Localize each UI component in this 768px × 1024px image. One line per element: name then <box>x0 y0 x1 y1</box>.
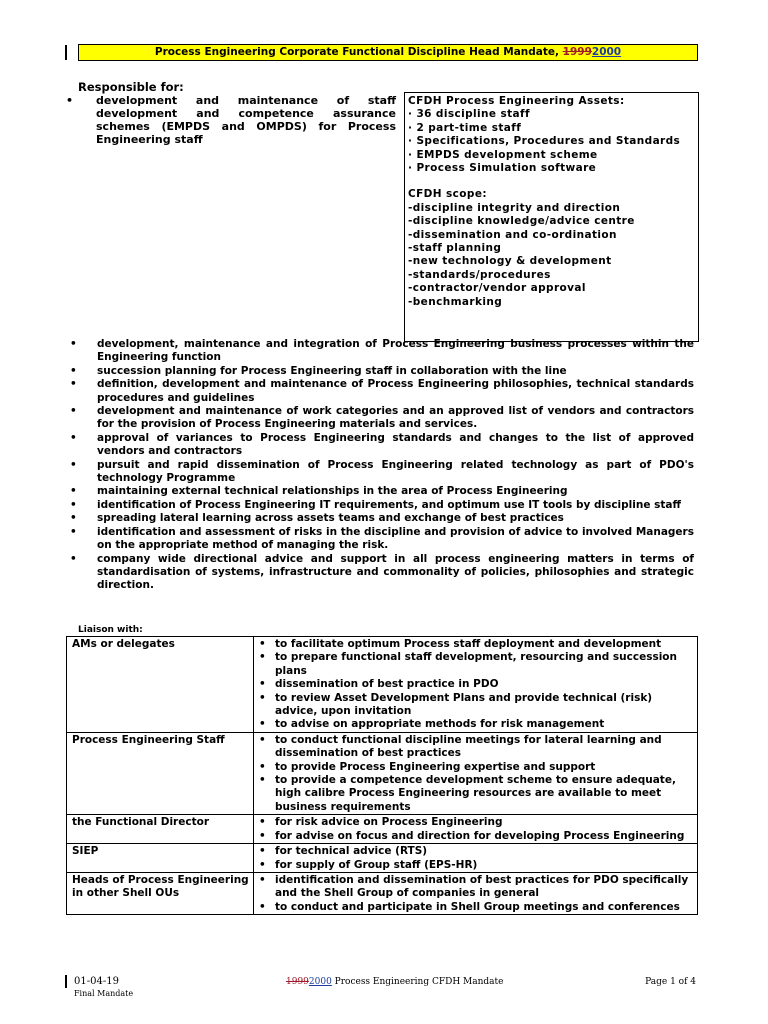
responsibility-item <box>66 365 694 378</box>
responsibility-text: spreading lateral learning across assets teams and exchange of best practices <box>97 512 564 525</box>
bullet-icon: • <box>259 691 266 704</box>
bullet-icon: • <box>70 525 77 538</box>
list-item <box>259 845 693 858</box>
liaison-purposes <box>254 844 698 873</box>
responsibility-text: definition, development and maintenance of Process Engineering philosophies, technical standards procedures and guidelines <box>97 378 694 404</box>
list-item <box>259 774 693 814</box>
responsibility-text: approval of variances to Process Engineering standards and changes to the list of approved vendors and contractors <box>97 431 694 458</box>
bullet-icon: • <box>259 774 266 787</box>
scope-item: -contractor/vendor approval <box>408 282 586 295</box>
scope-item: -standards/procedures <box>408 268 551 281</box>
responsibility-item <box>66 499 694 512</box>
first-bullet-text: development and maintenance of staff development and competence assurance schemes (EMPDS and OMPDS) for Process Engineering staff <box>96 94 396 146</box>
spacer <box>408 175 695 188</box>
bullet-icon: • <box>70 338 77 350</box>
liaison-party: Process Engineering Staff <box>67 732 254 814</box>
change-bar-title <box>65 45 67 60</box>
bullet-icon: • <box>70 498 77 511</box>
list-item <box>259 678 693 691</box>
responsibility-item <box>66 405 694 432</box>
title-text: Process Engineering Corporate Functional Discipline Head Mandate, <box>154 46 563 58</box>
footer-document-name <box>286 977 503 987</box>
footer-status: Final Mandate <box>74 989 134 998</box>
responsibility-item <box>66 338 694 365</box>
bullet-icon: • <box>70 431 77 444</box>
liaison-purpose-text: identification and dissemination of best practices for PDO specifically and the Shell Group of companies in general <box>275 873 689 900</box>
liaison-party: AMs or delegates <box>67 637 254 733</box>
responsibility-text: pursuit and rapid dissemination of Process Engineering related technology as part of PDO's technology Programme <box>97 458 694 485</box>
list-item <box>259 830 693 843</box>
change-bar-footer <box>65 975 67 988</box>
liaison-purpose-text: to provide a competence development scheme to ensure adequate, high calibre Process Engineering resources are available to meet business requirements <box>275 774 676 813</box>
title-inserted-year: 2000 <box>591 46 622 58</box>
scope-item: -discipline integrity and direction <box>408 201 621 214</box>
responsibility-text: company wide directional advice and support in all process engineering matters in terms of standardisation of systems, infrastructure and commonality of policies, philosophies and strategic direction. <box>97 552 694 592</box>
responsibility-text: identification of Process Engineering IT requirements, and optimum use IT tools by discipline staff <box>97 498 681 511</box>
liaison-party: the Functional Director <box>67 815 254 844</box>
responsibility-text: identification and assessment of risks in the discipline and provision of advice to involved Managers on the appropriate method of managing the risk. <box>97 525 694 552</box>
asset-item: · Specifications, Procedures and Standards <box>408 135 681 148</box>
liaison-purpose-text: dissemination of best practice in PDO <box>275 678 499 691</box>
responsibility-item <box>66 378 694 405</box>
liaison-party: SIEP <box>67 844 254 873</box>
responsibility-item <box>66 459 694 486</box>
responsibility-item <box>66 553 694 593</box>
scope-item: -dissemination and co-ordination <box>408 228 617 241</box>
cfdh-assets-box <box>404 92 699 342</box>
asset-item: · Process Simulation software <box>408 162 597 175</box>
responsibility-text: maintaining external technical relationships in the area of Process Engineering <box>97 485 568 498</box>
bullet-icon: • <box>259 829 266 842</box>
first-bullet <box>66 94 396 146</box>
liaison-purpose-text: to conduct and participate in Shell Group meetings and conferences <box>275 900 680 913</box>
table-row <box>67 637 698 733</box>
bullet-icon: • <box>259 858 266 871</box>
bullet-icon: • <box>259 638 266 650</box>
list-item <box>259 692 693 719</box>
liaison-purpose-text: to advise on appropriate methods for risk management <box>275 718 605 731</box>
footer-inserted-year: 2000 <box>308 977 332 987</box>
liaison-purpose-text: to prepare functional staff development, resourcing and succession plans <box>275 651 677 677</box>
footer-center-text: Process Engineering CFDH Mandate <box>331 977 504 987</box>
scope-item: -discipline knowledge/advice centre <box>408 215 635 228</box>
list-item <box>259 761 693 774</box>
liaison-purpose-text: for risk advice on Process Engineering <box>275 816 503 829</box>
scope-item: -staff planning <box>408 242 502 255</box>
bullet-icon: • <box>259 678 266 691</box>
responsibilities-list <box>66 338 694 593</box>
asset-item: · 2 part-time staff <box>408 121 522 134</box>
bullet-icon: • <box>70 485 77 498</box>
responsibility-item <box>66 526 694 553</box>
list-item <box>259 734 693 761</box>
liaison-purpose-text: for supply of Group staff (EPS-HR) <box>275 858 478 871</box>
bullet-icon: • <box>259 733 266 746</box>
footer-deleted-year: 1999 <box>286 977 309 987</box>
liaison-purpose-text: to facilitate optimum Process staff deployment and development <box>275 638 662 650</box>
page-number: Page 1 of 4 <box>645 977 696 987</box>
asset-item: · 36 discipline staff <box>408 108 530 121</box>
list-item <box>259 718 693 731</box>
bullet-icon: • <box>259 873 266 886</box>
bullet-icon: • <box>259 900 266 913</box>
list-item <box>259 651 693 678</box>
liaison-label: Liaison with: <box>78 625 143 635</box>
liaison-purpose-text: to conduct functional discipline meetings for lateral learning and dissemination of best practices <box>275 733 662 760</box>
bullet-icon: • <box>70 364 77 377</box>
bullet-icon: • <box>70 405 77 418</box>
list-item <box>259 638 693 651</box>
liaison-purpose-text: to review Asset Development Plans and provide technical (risk) advice, upon invitation <box>275 691 653 718</box>
bullet-icon: • <box>70 458 77 471</box>
bullet-icon: • <box>70 512 77 525</box>
assets-heading: CFDH Process Engineering Assets: <box>408 95 625 107</box>
bullet-icon: • <box>259 760 266 773</box>
asset-item: · EMPDS development scheme <box>408 148 598 161</box>
bullet-icon: • <box>259 651 266 664</box>
responsibility-text: development, maintenance and integration of Process Engineering business processes within the Engineering function <box>97 338 694 364</box>
liaison-purposes <box>254 872 698 914</box>
liaison-purpose-text: to provide Process Engineering expertise and support <box>275 760 596 773</box>
liaison-purpose-text: for technical advice (RTS) <box>275 845 428 858</box>
liaison-purposes <box>254 815 698 844</box>
liaison-purposes <box>254 637 698 733</box>
responsibility-item <box>66 512 694 525</box>
list-item <box>259 859 693 872</box>
responsibility-item <box>66 432 694 459</box>
list-item <box>259 901 693 914</box>
title-deleted-year: 1999 <box>562 46 592 58</box>
scope-item: -benchmarking <box>408 295 503 308</box>
document-title <box>78 44 698 61</box>
bullet-icon: • <box>259 845 266 858</box>
scope-heading: CFDH scope: <box>408 188 487 201</box>
table-row <box>67 844 698 873</box>
table-row <box>67 732 698 814</box>
scope-list <box>408 202 695 309</box>
bullet-icon: • <box>70 552 77 565</box>
responsibility-text: development and maintenance of work categories and an approved list of vendors and contractors for the provision of Process Engineering materials and services. <box>97 405 694 431</box>
responsible-label: Responsible for: <box>78 80 184 94</box>
assets-list <box>408 108 695 175</box>
liaison-party: Heads of Process Engineering in other Shell OUs <box>67 872 254 914</box>
responsibility-text: succession planning for Process Engineering staff in collaboration with the line <box>97 364 567 377</box>
bullet-icon: • <box>259 816 266 829</box>
responsibility-item <box>66 485 694 498</box>
list-item <box>259 816 693 829</box>
bullet-icon: • <box>70 378 77 391</box>
liaison-purpose-text: for advise on focus and direction for developing Process Engineering <box>275 829 685 842</box>
bullet-icon: • <box>66 94 74 107</box>
scope-item: -new technology & development <box>408 255 612 268</box>
liaison-table <box>66 636 698 915</box>
liaison-purposes <box>254 732 698 814</box>
list-item <box>259 874 693 901</box>
table-row <box>67 872 698 914</box>
table-row <box>67 815 698 844</box>
footer-date: 01-04-19 <box>74 976 119 987</box>
bullet-icon: • <box>259 718 266 731</box>
